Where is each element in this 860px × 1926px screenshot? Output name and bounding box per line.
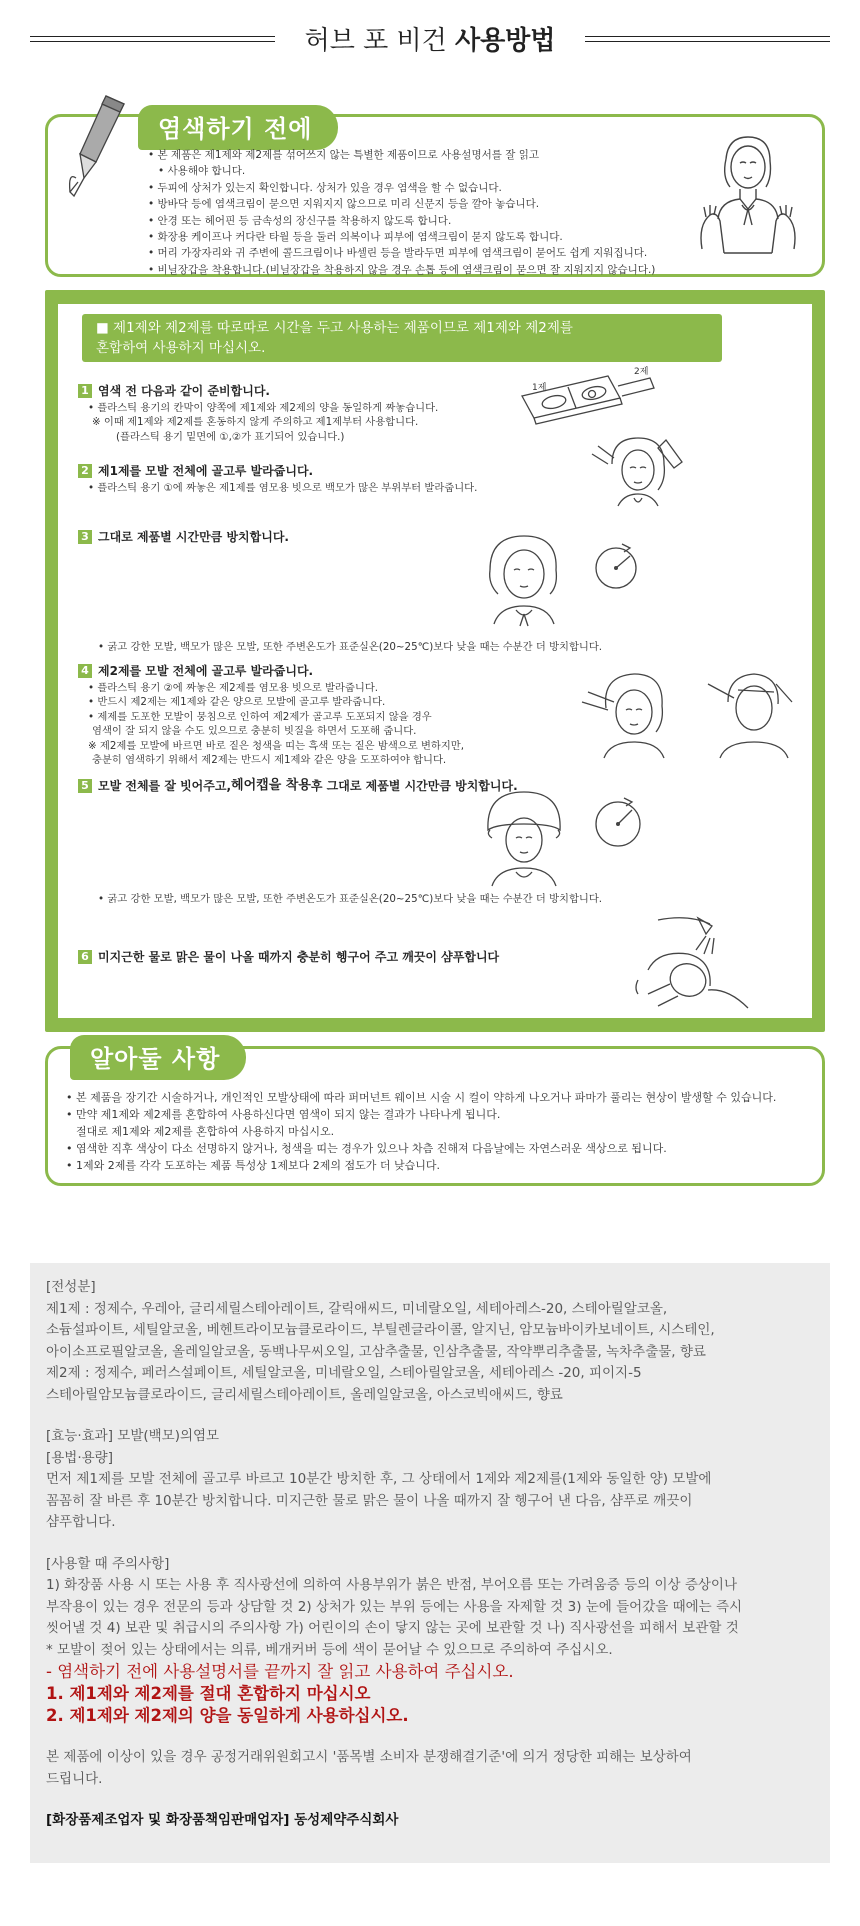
list-item: • 머리 가장자리와 귀 주변에 콜드크림이나 바셀린 등을 발라두면 피부에 염색크림이 묻어도 쉽게 지워집니다.	[148, 245, 688, 261]
step-title-text: 그대로 제품별 시간만큼 방치합니다.	[98, 530, 289, 544]
ingredients-line: 아이소프로필알코올, 올레일알코올, 동백나무씨오일, 고삼추출물, 인삼추출물, 작약뿌리추출물, 녹차추출물, 향료	[46, 1343, 706, 1360]
step-1	[78, 384, 548, 444]
caution-header: [사용할 때 주의사항]	[46, 1555, 170, 1572]
step-text: • 플라스틱 용기 ①에 짜놓은 제1제를 염모용 빗으로 백모가 많은 부위부터 발라줍니다.	[88, 481, 478, 494]
notes-tab: 알아둘 사항	[70, 1035, 246, 1080]
ingredients-line: 소듐설파이트, 세틸알코올, 베헨트라이모늄클로라이드, 부틸렌글라이콜, 알지닌, 암모늄바이카보네이트, 시스테인,	[46, 1322, 715, 1338]
step-text: ※ 제2제를 모발에 바르면 바로 짙은 청색을 띠는 흑색 또는 짙은 밤색으로 변하지만,	[88, 739, 465, 752]
warning-equal-amount: 2. 제1제와 제2제의 양을 동일하게 사용하십시오.	[46, 1706, 409, 1725]
hair-cap-illustration	[468, 780, 678, 890]
step-text: • 제제를 도포한 모발이 뭉침으로 인하여 제2제가 골고루 도포되지 않을 경우	[88, 710, 432, 723]
step-5-note: • 굵고 강한 모발, 백모가 많은 모발, 또한 주변온도가 표준실온(20~25℃)보다 낮을 때는 수분간 더 방치합니다.	[98, 893, 603, 905]
before-dyeing-list	[148, 147, 688, 278]
pencil-icon	[62, 92, 142, 202]
step-title	[78, 664, 558, 679]
notes-list	[66, 1089, 816, 1174]
compensation-line: 본 제품에 이상이 있을 경우 공정거래위원회고시 '품목별 소비자 분쟁해결기준'에 의거 정당한 피해는 보상하여	[46, 1749, 692, 1765]
usage-line: 샴푸합니다.	[46, 1514, 116, 1530]
caution-line: 부작용이 있는 경우 전문의 등과 상담할 것 2) 상처가 있는 부위 등에는 사용을 자제할 것 3) 눈에 들어갔을 때에는 즉시	[46, 1598, 743, 1615]
before-dyeing-box	[45, 114, 825, 277]
ingredients-header: [전성분]	[46, 1279, 96, 1295]
list-item: • 1제와 2제를 각각 도포하는 제품 특성상 1제보다 2제의 점도가 더 낮습니다.	[66, 1157, 816, 1174]
step-number: 3	[78, 530, 92, 544]
steps-panel	[45, 290, 825, 1032]
step-title-text: 미지근한 물로 맑은 물이 나올 때까지 충분히 헹구어 주고 깨끗이 샴푸합니다	[98, 950, 500, 964]
list-item: • 두피에 상처가 있는지 확인합니다. 상처가 있을 경우 염색을 할 수 없습니다.	[148, 180, 688, 196]
step-title	[78, 950, 638, 965]
step-number: 4	[78, 664, 92, 678]
step-number: 5	[78, 779, 92, 793]
step-title-text: 제2제를 모발 전체에 골고루 발라줍니다.	[98, 664, 314, 678]
step-4	[78, 664, 558, 768]
step-number: 2	[78, 464, 92, 478]
step-title	[78, 464, 598, 479]
product-spec-section	[30, 1263, 830, 1863]
usage-header: [용법·용량]	[46, 1449, 113, 1466]
compensation-line: 드립니다.	[46, 1770, 103, 1787]
spacer	[46, 1790, 814, 1810]
step-6	[78, 950, 638, 967]
spacer	[46, 1534, 814, 1554]
list-item: • 화장용 케이프나 커다란 타월 등을 둘러 의복이나 피부에 염색크림이 묻지 않도록 합니다.	[148, 229, 688, 245]
notes-box	[45, 1046, 825, 1186]
step-title-text: 후 그대로 제품별 시간만큼 방치합니다.	[310, 779, 518, 793]
caution-line: 씻어낼 것 4) 보관 및 취급시의 주의사항 가) 어린이의 손이 닿지 않는 곳에 보관할 것 나) 직사광선을 피해서 보관할 것	[46, 1620, 739, 1636]
list-item: 절대로 제1제와 제2제를 혼합하여 사용하지 마십시오.	[76, 1125, 335, 1138]
usage-line: 먼저 제1제를 모발 전체에 골고루 바르고 10분간 방치한 후, 그 상태에서 1제와 제2제를(1제와 동일한 양) 모발에	[46, 1471, 712, 1487]
header-rule-right	[585, 36, 830, 37]
spacer	[46, 1406, 814, 1426]
list-item: • 만약 제1제와 제2제를 혼합하여 사용하신다면 염색이 되지 않는 결과가 나타나게 됩니다.	[66, 1106, 816, 1123]
step-title-text: 제1제를 모발 전체에 골고루 발라줍니다.	[98, 464, 314, 478]
caution-line: 1) 화장품 사용 시 또는 사용 후 직사광선에 의하여 사용부위가 붉은 반점, 부어오름 또는 가려움증 등의 이상 증상이나	[46, 1577, 737, 1593]
before-dyeing-tab: 염색하기 전에	[138, 105, 338, 150]
usage-line: 꼼꼼히 잘 바른 후 10분간 방치합니다. 미지근한 물로 맑은 물이 나올 때까지 잘 헹구어 낸 다음, 샴푸로 깨끗이	[46, 1492, 693, 1509]
step-title-text: 염색 전 다음과 같이 준비합니다.	[98, 384, 270, 398]
rinsing-illustration	[618, 910, 788, 1014]
tray-label-2: 2제	[634, 367, 649, 377]
step-title	[78, 384, 548, 399]
step-title-text: 모발 전체를 잘 빗어주고,	[98, 779, 232, 793]
step-text: ※ 이때 제1제와 제2제를 혼동하지 않게 주의하고 제1제부터 사용합니다.	[92, 416, 419, 428]
applying-dye-illustration	[578, 428, 698, 518]
step-text: 염색이 잘 되지 않을 수도 있으므로 충분히 빗질을 하면서 도포해 줍니다.	[92, 725, 417, 737]
manufacturer-line: [화장품제조업자 및 화장품책임판매업자] 동성제약주식회사	[46, 1812, 399, 1828]
waiting-woman-illustration	[470, 528, 670, 628]
mixing-notice	[82, 314, 722, 362]
caution-line: * 모발이 젖어 있는 상태에서는 의류, 베개커버 등에 색이 묻어날 수 있으므로 주의하여 주십시오.	[46, 1641, 613, 1658]
step-text: • 플라스틱 용기 ②에 짜놓은 제2제를 염모용 빗으로 발라줍니다.	[88, 681, 379, 694]
combing-illustration	[578, 662, 798, 762]
list-item: • 본 제품을 장기간 시술하거나, 개인적인 모발상태에 따라 퍼머넌트 웨이브 시술 시 컬이 약하게 나오거나 파마가 풀리는 현상이 발생할 수 있습니다.	[66, 1089, 816, 1106]
ingredients-line: 제2제 : 정제수, 페러스설페이트, 세틸알코올, 미네랄오일, 스테아릴알코올, 세테아레스 -20, 피이지-5	[46, 1365, 642, 1381]
steps-panel-inner	[58, 304, 812, 1018]
list-item: • 방바닥 등에 염색크림이 묻으면 지워지지 않으므로 미리 신문지 등을 깔아 놓습니다.	[148, 196, 688, 212]
list-item: • 사용해야 합니다.	[148, 163, 688, 179]
step-2	[78, 464, 598, 495]
tray-label-1: 1제	[532, 383, 547, 393]
warning-read-manual: - 염색하기 전에 사용설명서를 끝까지 잘 읽고 사용하여 주십시오.	[46, 1662, 514, 1681]
page-header	[0, 0, 860, 80]
ingredients-line: 스테아릴암모늄클로라이드, 글리세릴스테아레이트, 올레일알코올, 아스코빅애씨드, 향료	[46, 1386, 563, 1403]
list-item: • 본 제품은 제1제와 제2제를 섞어쓰지 않는 특별한 제품이므로 사용설명서를 잘 읽고	[148, 147, 688, 163]
step-text: (플라스틱 용기 밑면에 ①,②가 표기되어 있습니다.)	[116, 430, 345, 443]
step-number: 1	[78, 384, 92, 398]
ingredients-line: 제1제 : 정제수, 우레아, 글리세릴스테아레이트, 갈릭애씨드, 미네랄오일, 세테아레스-20, 스테아릴알코올,	[46, 1300, 668, 1317]
step-number: 6	[78, 950, 92, 964]
step-title-emphasis: 헤어캡을 착용	[231, 778, 311, 793]
step-text: • 반드시 제2제는 제1제와 같은 양으로 모발에 골고루 발라줍니다.	[88, 696, 386, 708]
spacer	[46, 1727, 814, 1747]
page-title: 허브 포 비건 사용방법	[304, 26, 556, 56]
woman-gloves-illustration	[688, 129, 808, 269]
step-text: • 플라스틱 용기의 칸막이 양쪽에 제1제와 제2제의 양을 동일하게 짜놓습니다.	[88, 401, 439, 414]
effect-line: [효능·효과] 모발(백모)의염모	[46, 1428, 220, 1444]
list-item: • 비닐장갑을 착용합니다.(비닐장갑을 착용하지 않을 경우 손톱 등에 염색크림이 묻으면 잘 지워지지 않습니다.)	[148, 262, 688, 278]
step-text: 충분히 염색하기 위해서 제2제는 반드시 제1제와 같은 양을 도포하여야 합니다.	[92, 754, 447, 766]
step-3-note: • 굵고 강한 모발, 백모가 많은 모발, 또한 주변온도가 표준실온(20~25℃)보다 낮을 때는 수분간 더 방치합니다.	[98, 641, 603, 653]
list-item: • 염색한 직후 색상이 다소 선명하지 않거나, 청색을 띠는 경우가 있으나 차츰 진해져 다음날에는 자연스러운 색상으로 됩니다.	[66, 1140, 816, 1157]
notice-line: ■ 제1제와 제2제를 따로따로 시간을 두고 사용하는 제품이므로 제1제와 제2제를	[96, 320, 573, 336]
tray-illustration	[518, 366, 668, 436]
list-item: • 안경 또는 헤어핀 등 금속성의 장신구를 착용하지 않도록 합니다.	[148, 213, 688, 229]
warning-no-mixing: 1. 제1제와 제2제를 절대 혼합하지 마십시오	[46, 1684, 371, 1703]
notice-line: 혼합하여 사용하지 마십시오.	[96, 340, 266, 356]
